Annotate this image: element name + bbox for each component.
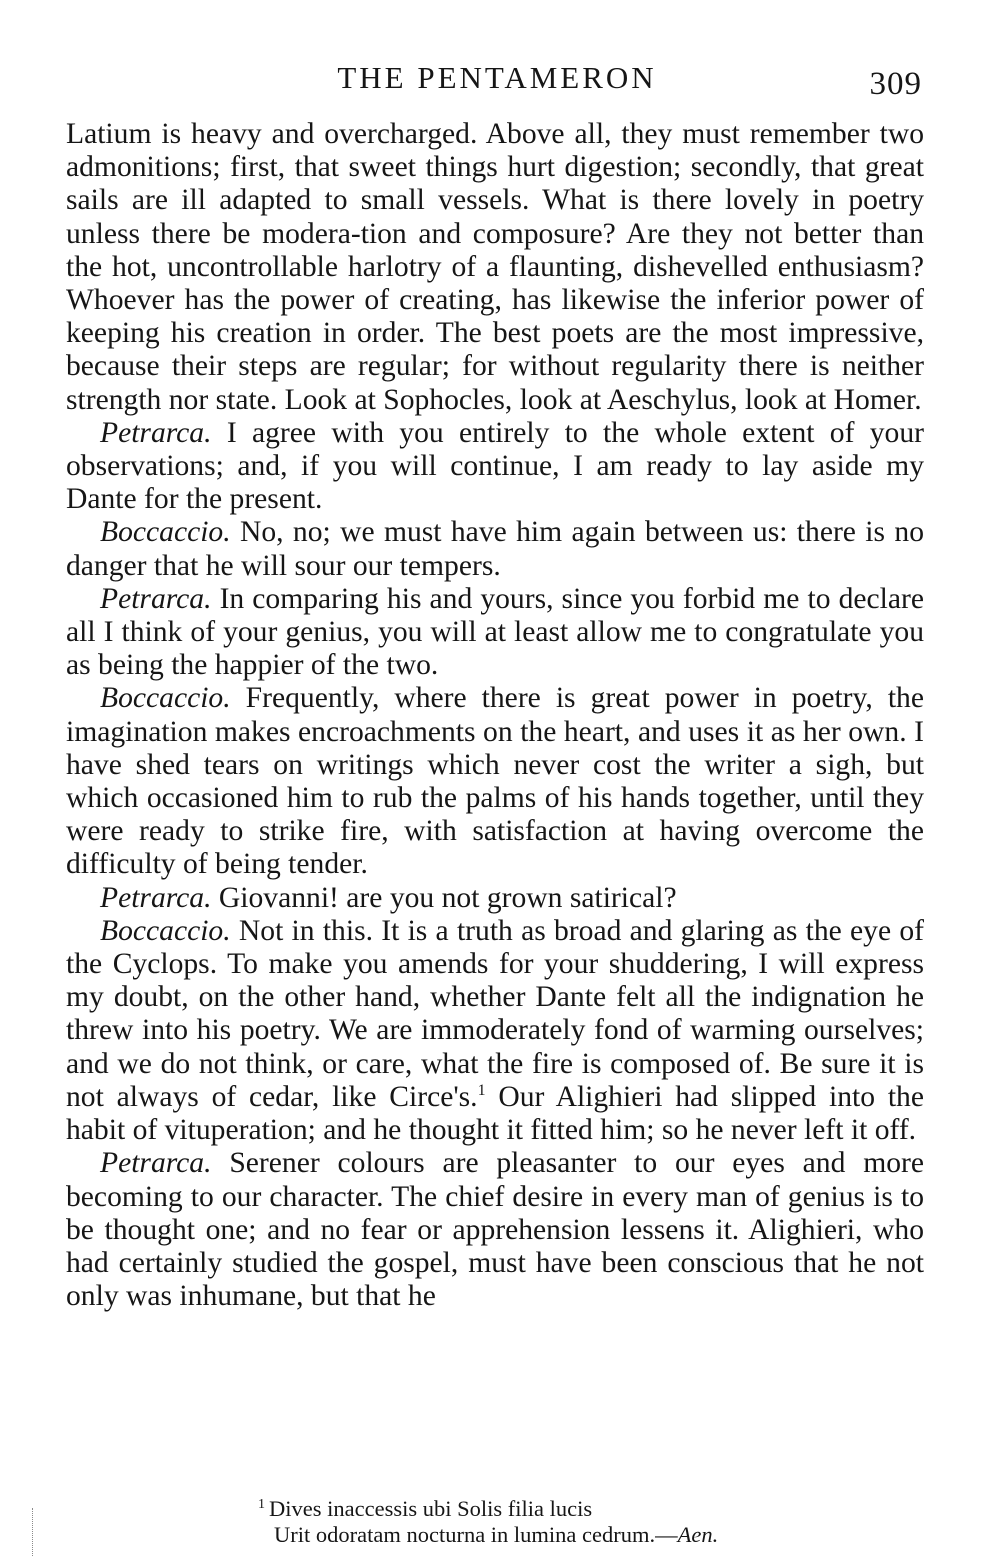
footnote-text: Urit odoratam nocturna in lumina cedrum.— (274, 1522, 678, 1547)
running-head (66, 58, 928, 102)
paragraph (66, 516, 924, 582)
speaker-name: Boccaccio. (100, 682, 231, 715)
paragraph (66, 1147, 924, 1313)
speaker-name: Petrarca. (100, 416, 212, 449)
paragraph-text: Latium is heavy and overcharged. Above all, they must remember two admonitions; first, that sweet things hurt digestion; secondly, that great sails are ill adapted to small vessels. What is there lovely in poetry unless there be modera-tion and composure? Are they not better than the hot, uncontrollable harlotry of a flaunting, dishevelled enthusiasm? Whoever has the power of creating, has likewise the inferior power of keeping his creation in order. The best poets are the most impressive, because their steps are regular; for without regularity there is neither strength nor state. Look at Sophocles, look at Aeschylus, look at Homer. (66, 118, 924, 416)
speaker-name: Petrarca. (100, 582, 212, 615)
footnote-source: Aen. (677, 1522, 719, 1547)
paragraph (66, 915, 924, 1147)
footnote-line (258, 1522, 898, 1548)
running-title: THE PENTAMERON (337, 60, 657, 95)
paragraph-text: Frequently, where there is great power in poetry, the imagination makes encroachments on the heart, and uses it as her own. I have shed tears on writings which never cost the writer a sigh, but which occasioned him to rub the palms of his hands together, until they were ready to strike fire, with satisfaction at having overcome the difficulty of being tender. (66, 682, 924, 881)
paragraph-text: Giovanni! are you not grown satirical? (218, 881, 677, 914)
footnote-reference: 1 (477, 1082, 486, 1100)
footnote-line (258, 1496, 898, 1522)
footnote (258, 1496, 898, 1548)
speaker-name: Petrarca. (100, 881, 212, 914)
speaker-name: Boccaccio. (100, 914, 231, 947)
paragraph-text: In comparing his and yours, since you forbid me to declare all I think of your genius, you will at least allow me to congratulate you as being the happier of the two. (66, 582, 924, 682)
paragraph-text: Not in this. It is a truth as broad and glaring as the eye of the Cyclops. To make you amends for your shuddering, I will express my doubt, on the other hand, whether Dante felt all the indignation he threw into his poetry. We are immoderately fond of warming ourselves; and we do not think, or care, what the fire is composed of. Be sure it is not always of cedar, like Circe's. (66, 914, 924, 1113)
paragraph (66, 882, 924, 915)
speaker-name: Boccaccio. (100, 516, 231, 549)
body-text (66, 118, 924, 1313)
footnote-mark: 1 (258, 1496, 265, 1512)
paragraph (66, 118, 924, 417)
paragraph (66, 682, 924, 881)
paragraph-text: Serener colours are pleasanter to our eyes and more becoming to our character. The chief desire in every man of genius is to be thought one; and no fear or apprehension lessens it. Alighieri, who had certainly studied the gospel, must have been conscious that he not only was inhumane, but that he (66, 1147, 925, 1313)
paragraph-text: I agree with you entirely to the whole extent of your observations; and, if you will continue, I am ready to lay aside my Dante for the present. (66, 416, 924, 516)
footnote-text: Dives inaccessis ubi Solis filia lucis (269, 1496, 593, 1521)
paragraph (66, 417, 924, 517)
paragraph-text: Our Alighieri had slipped into the habit of vituperation; and he thought it fitted him; so he never left it off. (66, 1080, 924, 1147)
page-number: 309 (869, 66, 922, 102)
paragraph-text: No, no; we must have him again between us: there is no danger that he will sour our tempers. (66, 516, 924, 582)
speaker-name: Petrarca. (100, 1147, 212, 1180)
paragraph (66, 583, 924, 683)
margin-scan-mark (32, 1508, 33, 1556)
